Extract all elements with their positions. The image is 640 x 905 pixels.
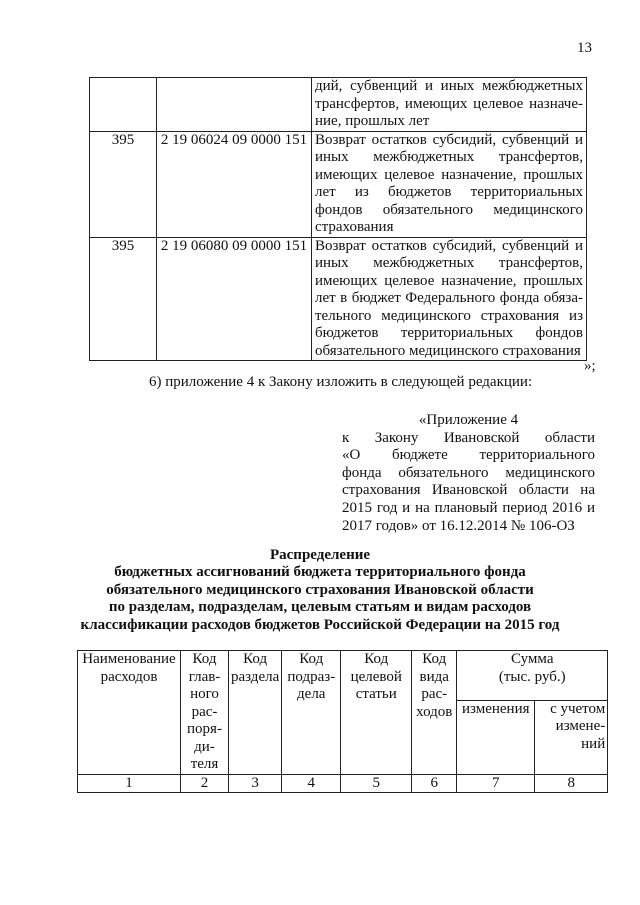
- description-cell: [312, 78, 587, 132]
- header-with-changes: [535, 700, 608, 774]
- header-kind-code: [412, 651, 457, 775]
- kbk-code-cell: 2 19 06024 09 0000 151: [157, 131, 312, 237]
- header-line: с учетом: [550, 700, 606, 717]
- description-line: лет из бюджетов территориальных: [315, 184, 583, 200]
- description-line: имеющих целевое назначение, прошлых: [315, 272, 583, 289]
- kbk-code-cell: [157, 78, 312, 132]
- kbk-table: [89, 77, 587, 361]
- kbk-code-cell: 2 19 06080 09 0000 151: [157, 237, 312, 361]
- header-line: глав-: [188, 668, 221, 685]
- description-line: имеющих целевое назначение, прошлых: [315, 166, 583, 183]
- title-line: по разделам, подразделам, целевым статьям и видам расходов: [108, 599, 532, 616]
- appendix-line: 2015 год и на плановый период 2016 и: [342, 499, 595, 516]
- header-line: Наименование: [82, 651, 176, 667]
- title-line: бюджетных ассигнований бюджета территориального фонда: [114, 564, 526, 581]
- header-section-code: [229, 651, 282, 775]
- header-line: рас-: [421, 686, 448, 702]
- header-line: расходов: [100, 668, 158, 685]
- table-row: [90, 78, 587, 132]
- description-line: тельного медицинского страхования из: [315, 307, 583, 324]
- header-line: дела: [297, 686, 326, 702]
- admin-code-cell: [90, 78, 157, 132]
- description-line: фондов обязательного медицинского: [315, 201, 583, 218]
- header-line: ходов: [416, 703, 453, 720]
- description-line: иных межбюджетных трансфертов,: [315, 255, 583, 271]
- header-line: ний: [581, 735, 606, 752]
- header-line: Код: [422, 651, 447, 667]
- description-line: трансфертов, имеющих целевое назначе-: [315, 95, 583, 112]
- header-line: статьи: [355, 686, 397, 702]
- appendix-header: [342, 412, 595, 535]
- header-line: вида: [419, 668, 449, 685]
- table-row: [90, 131, 587, 237]
- title-line: обязательного медицинского страхования Ивановской области: [106, 581, 534, 598]
- header-sum: [457, 651, 608, 701]
- closing-quote: »;: [584, 358, 596, 374]
- header-line: поря-: [187, 721, 222, 737]
- appendix-line: страхования Ивановской области на: [342, 482, 595, 499]
- header-line: (тыс. руб.): [498, 668, 566, 685]
- header-line: Код: [243, 651, 268, 667]
- title-line: Распределение: [269, 547, 371, 563]
- header-line: Код: [299, 651, 324, 667]
- appendix-line: к Закону Ивановской области: [342, 429, 595, 446]
- budget-table: [77, 650, 608, 793]
- description-line: бюджетов территориальных фондов: [315, 325, 583, 341]
- header-line: изменения: [461, 700, 530, 717]
- table-header-row: [78, 651, 608, 701]
- header-line: теля: [190, 756, 219, 772]
- header-name: [78, 651, 181, 775]
- table-row: [90, 237, 587, 361]
- description-line: ние, прошлых лет: [315, 113, 430, 129]
- description-line: обязательного медицинского страхования: [315, 342, 581, 359]
- header-line: Сумма: [511, 651, 554, 667]
- appendix-line: 2017 годов» от 16.12.2014 № 106-ОЗ: [342, 517, 575, 534]
- page-number: 13: [577, 40, 592, 56]
- header-line: рас-: [191, 703, 218, 720]
- header-changes: [457, 700, 535, 774]
- description-line: дий, субвенций и иных межбюджетных: [315, 78, 583, 94]
- header-line: раздела: [231, 668, 280, 685]
- appendix-line: «О бюджете территориального: [342, 447, 595, 464]
- description-line: страхования: [315, 219, 394, 235]
- column-number: 8: [535, 774, 608, 793]
- header-line: Код: [364, 651, 389, 667]
- header-line: ди-: [194, 738, 215, 755]
- description-cell: [312, 237, 587, 361]
- header-line: ного: [190, 686, 219, 702]
- header-line: измене-: [555, 718, 606, 735]
- column-number-row: [78, 774, 608, 793]
- header-target-code: [341, 651, 412, 775]
- header-line: Код: [192, 651, 217, 667]
- appendix-line: «Приложение 4: [418, 412, 519, 428]
- description-line: иных межбюджетных трансфертов,: [315, 149, 583, 165]
- description-line: Возврат остатков субсидий, субвенций и: [315, 237, 583, 254]
- description-line: лет в бюджет Федерального фонда обяза-: [315, 290, 583, 306]
- column-number: 4: [282, 774, 341, 793]
- title-line: классификации расходов бюджетов Российской Федерации на 2015 год: [80, 616, 560, 633]
- header-subsection-code: [282, 651, 341, 775]
- column-number: 5: [341, 774, 412, 793]
- admin-code-cell: 395: [90, 237, 157, 361]
- column-number: 2: [181, 774, 229, 793]
- description-cell: [312, 131, 587, 237]
- header-chief-code: [181, 651, 229, 775]
- description-line: Возврат остатков субсидий, субвенций и: [315, 131, 583, 148]
- column-number: 3: [229, 774, 282, 793]
- admin-code-cell: 395: [90, 131, 157, 237]
- column-number: 1: [78, 774, 181, 793]
- column-number: 6: [412, 774, 457, 793]
- header-line: целевой: [350, 668, 402, 685]
- header-line: подраз-: [287, 668, 336, 685]
- amendment-paragraph: 6) приложение 4 к Закону изложить в следующей редакции:: [149, 374, 533, 390]
- column-number: 7: [457, 774, 535, 793]
- document-title: [60, 547, 580, 634]
- appendix-line: фонда обязательного медицинского: [342, 464, 595, 481]
